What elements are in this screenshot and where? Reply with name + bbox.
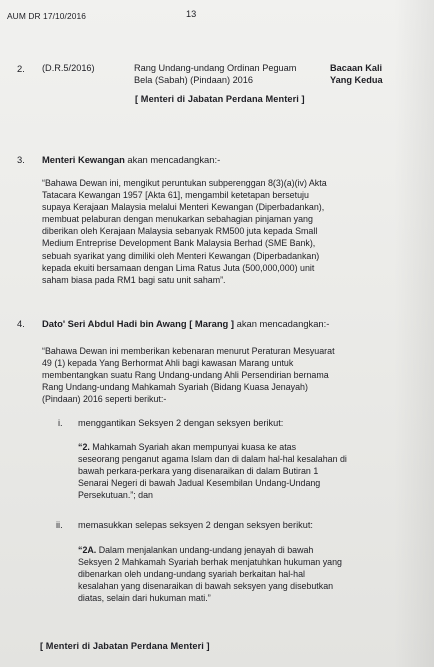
quote-first-line [78, 544, 424, 556]
item-3-intro [42, 154, 220, 165]
motion-line: kepada ekuiti bersamaan dengan Lima Ratus Juta (500,000,000) unit [42, 262, 315, 273]
item-3-mover: Menteri Kewangan [42, 154, 125, 165]
motion-line: saham biasa pada RM1 bagi satu unit saham”. [42, 274, 226, 285]
quote-line: seseorang penganut agama Islam dan di dalam hal-hal kesalahan di [78, 454, 347, 465]
motion-line: supaya Kerajaan Malaysia melalui Menteri Kewangan (Diperbadankan), [42, 202, 325, 213]
motion-line: Rang Undang-undang Mahkamah Syariah (Bidang Kuasa Jenayah) [42, 382, 308, 393]
page-number: 13 [186, 9, 197, 19]
quote-line: Senarai Negeri di bawah Jadual Kesembilan Undang-Undang [78, 478, 321, 489]
item-3-action: akan mencadangkan:- [124, 154, 221, 165]
item-2-reading-stage [330, 62, 425, 86]
sub-item-ii-mark: ii. [56, 520, 63, 530]
item-4-intro [42, 318, 329, 329]
item-2-reference: (D.R.5/2016) [42, 63, 95, 73]
item-3-number: 3. [17, 154, 25, 165]
motion-line: “Bahawa Dewan ini, mengikut peruntukan subperenggan 8(3)(a)(iv) Akta [42, 178, 327, 188]
quote-first-line [78, 441, 424, 453]
motion-line: 49 (1) kepada Yang Berhormat Ahli bagi kawasan Marang untuk [42, 358, 294, 369]
reading-line-1: Bacaan Kali [330, 63, 383, 73]
item-2-number: 2. [17, 63, 25, 74]
motion-line: membentangkan suatu Rang Undang-undang Ahli Persendirian bernama [42, 370, 329, 381]
document-code: AUM DR 17/10/2016 [7, 11, 86, 21]
item-4-minister: [ Menteri di Jabatan Perdana Menteri ] [40, 641, 210, 651]
quote-line: Persekutuan.”; dan [78, 490, 153, 501]
motion-line: “Bahawa Dewan ini memberikan kebenaran menurut Peraturan Mesyuarat [42, 346, 335, 356]
item-2-minister: [ Menteri di Jabatan Perdana Menteri ] [135, 94, 305, 104]
sub-item-i-quote [78, 441, 424, 501]
quote-section-number: “2A. [78, 545, 97, 555]
quote-line: dibenarkan oleh undang-undang syariah berkaitan hal-hal [78, 569, 305, 580]
motion-line: diberikan oleh Kerajaan Malaysia sebanyak RM500 juta kepada Small [42, 226, 318, 237]
sub-item-i-text: menggantikan Seksyen 2 dengan seksyen berikut: [78, 418, 284, 428]
sub-item-i-mark: i. [58, 418, 63, 428]
bill-title-line-2: Bela (Sabah) (Pindaan) 2016 [134, 75, 254, 85]
motion-line: Tatacara Kewangan 1957 [Akta 61], mengambil ketetapan bersetuju [42, 190, 309, 201]
reading-line-2: Yang Kedua [330, 75, 383, 85]
sub-item-ii-text: memasukkan selepas seksyen 2 dengan seksyen berikut: [78, 520, 313, 530]
quote-first-text: Mahkamah Syariah akan mempunyai kuasa ke atas [89, 442, 297, 452]
quote-line: Seksyen 2 Mahkamah Syariah berhak menjatuhkan hukuman yang [78, 557, 342, 568]
quote-line: bawah perkara-perkara yang disenaraikan di dalam Butiran 1 [78, 466, 319, 477]
item-4-motion-text [42, 345, 424, 405]
item-3-motion-text [42, 177, 424, 286]
motion-line: sebuah syarikat yang dimiliki oleh Menteri Kewangan (Diperbadankan) [42, 250, 320, 261]
quote-section-number: “2. [78, 442, 90, 452]
item-4-mover: Dato' Seri Abdul Hadi bin Awang [ Marang ] [42, 318, 234, 329]
quote-line: kesalahan yang disenaraikan di bawah seksyen yang disebutkan [78, 581, 334, 592]
bill-title-line-1: Rang Undang-undang Ordinan Peguam [134, 63, 297, 73]
item-4-action: akan mencadangkan:- [234, 318, 330, 329]
quote-line: diatas, selain dari hukuman mati.” [78, 593, 211, 604]
motion-line: Medium Entreprise Development Bank Malaysia Berhad (SME Bank), [42, 238, 316, 249]
sub-item-ii-quote [78, 544, 424, 604]
motion-line: membuat pelaburan dengan menukarkan sebahagian pinjaman yang [42, 214, 313, 225]
item-4-number: 4. [17, 318, 25, 329]
quote-first-text: Dalam menjalankan undang-undang jenayah di bawah [96, 545, 314, 555]
motion-line: (Pindaan) 2016 seperti berikut:- [42, 394, 167, 405]
item-2-bill-title [134, 62, 334, 86]
